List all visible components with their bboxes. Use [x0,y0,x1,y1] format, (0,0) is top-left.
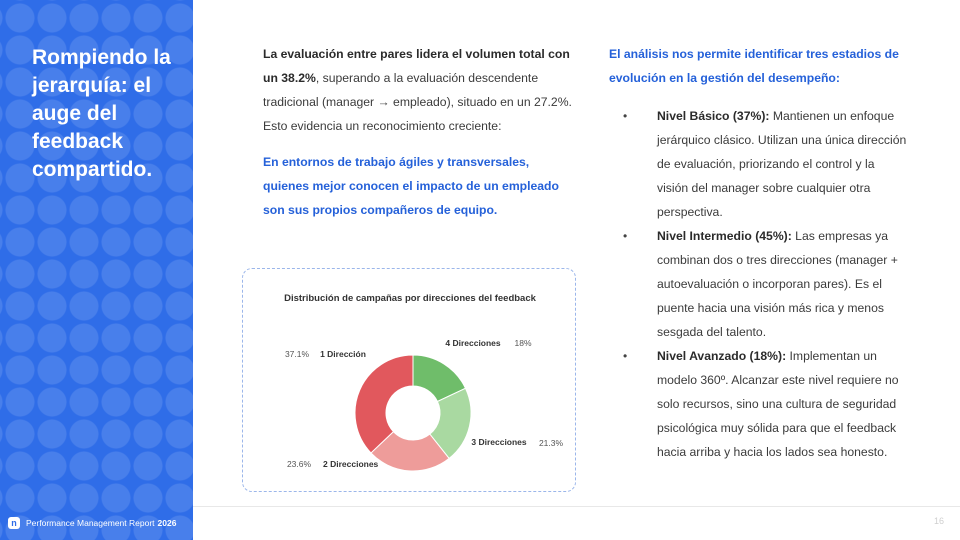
level-name: Nivel Avanzado (18%): [657,349,787,363]
level-name: Nivel Intermedio (45%): [657,229,792,243]
footer-year: 2026 [157,518,177,528]
slice-value-label: 18% [514,338,532,348]
slice-value-label: 37.1% [284,349,310,359]
bullet-icon: • [623,349,628,363]
level-name: Nivel Básico (37%): [657,109,770,123]
level-text: Las empresas ya combinan dos o tres direcciones (manager + autoevaluación o incorporan pares). Es el puente hacia una visión más rica y menos sesgada del talento. [657,229,898,339]
footer-divider [193,506,960,507]
list-item [609,224,909,344]
bullet-icon: • [623,229,628,243]
footer-brand-name: Performance Management Report [26,518,155,528]
list-item [609,344,909,464]
slide-title: Rompiendo la jerarquía: el auge del feedback compartido. [32,46,171,181]
highlight-paragraph: En entornos de trabajo ágiles y transversales, quienes mejor conocen el impacto de un empleado son sus propios compañeros de equipo. [263,155,559,217]
bullet-icon: • [623,109,628,123]
right-heading: El análisis nos permite identificar tres estadios de evolución en la gestión del desempeño: [609,47,899,85]
footer-brand [0,506,193,540]
level-text: Mantienen un enfoque jerárquico clásico. Utilizan una única dirección de evaluación, priorizando el control y la visión del manager sobre cualquier otra perspectiva. [657,109,907,219]
intro-paragraph [263,42,573,138]
intro-bold-text: La evaluación entre pares lidera el volumen total con un 38.2% [263,47,570,85]
slice-label: 2 Direcciones [323,459,379,469]
list-item [609,104,909,224]
right-column [609,42,909,464]
slice-value-label: 23.6% [286,459,312,469]
chart-title: Distribución de campañas por direcciones del feedback [284,293,536,304]
donut-chart [243,269,577,493]
intro-text: , superando a la evaluación descendente tradicional (manager → empleado), situado en un 27.2%. Esto evidencia un reconocimiento creciente: [263,71,572,133]
slice-value-label: 21.3% [538,438,564,448]
brand-logo-icon: n [8,517,20,529]
page-number: 16 [933,516,944,526]
level-text: Implementan un modelo 360º. Alcanzar este nivel requiere no solo recursos, sino una cultura de seguridad psicológica muy sólida para que el feedback hacia arriba y hacia los lados sea honesto. [657,349,899,459]
middle-column [263,42,573,222]
slice-label: 3 Direcciones [471,437,527,447]
chart-card [242,268,576,492]
levels-list [609,104,909,464]
slice-label: 1 Dirección [320,349,366,359]
slice-label: 4 Direcciones [445,338,501,348]
sidebar-panel [0,0,193,540]
